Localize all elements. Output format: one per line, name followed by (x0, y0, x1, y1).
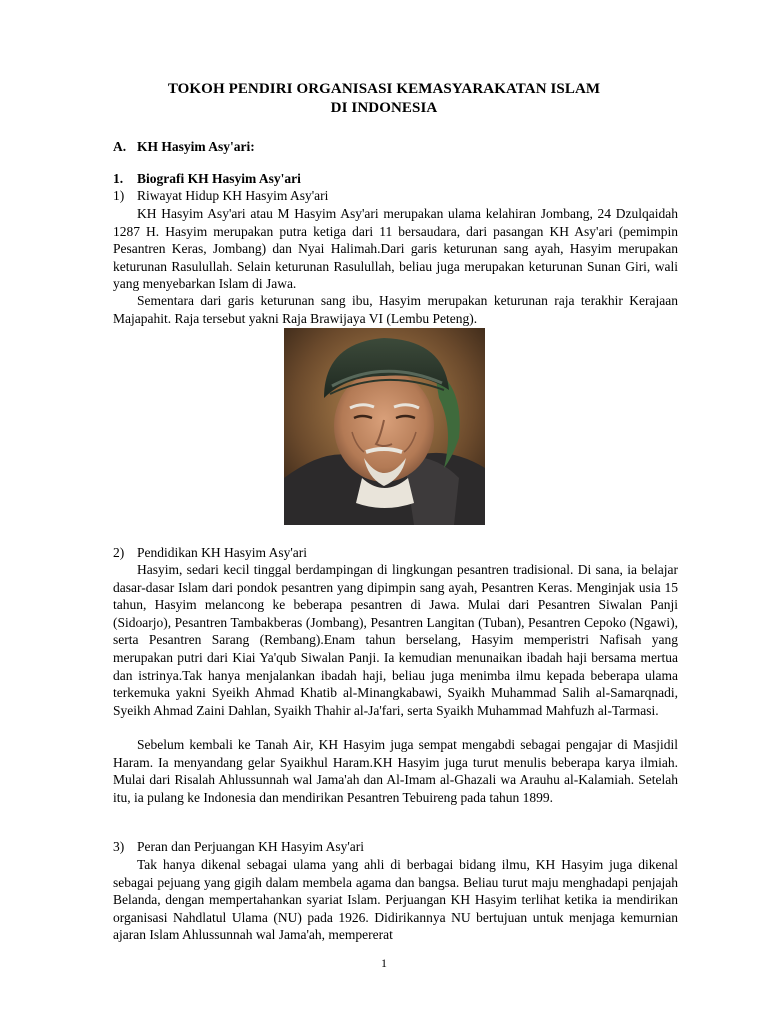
section-a-number: A. (113, 139, 127, 154)
section-1-heading (113, 170, 301, 187)
subsection-2-number: 2) (113, 545, 125, 560)
paragraph-masjidil-haram: Sebelum kembali ke Tanah Air, KH Hasyim juga sempat mengabdi sebagai pengajar di Masjidil Haram. Ia menyandang gelar Syaikhul Haram.KH Hasyim juga turut menulis beberapa karya ilmiah. Mulai dari Risalah Ahlussunnah wal Jama'ah dan Al-Imam al-Ghazali wa Arauhu al-Kalamiah. Setelah itu, ia pulang ke Indonesia dan mendirikan Pesantren Tebuireng pada tahun 1899. (113, 737, 678, 805)
document-title-line-2: DI INDONESIA (330, 100, 438, 116)
paragraph-pendidikan: Hasyim, sedari kecil tinggal berdampingan di lingkungan pesantren tradisional. Di sana, ia belajar dasar-dasar Islam dari pondok pesantren yang dipimpin sang ayah, Pesantren Keras. Menginjak usia 15 tahun, Hasyim melancong ke beberapa pesantren di Jawa. Mulai dari Pesantren Siwalan Panji (Sidoarjo), Pesantren Tambakberas (Jombang), Pesantren Langitan (Tuban), Pesantren Cepoko (Ngawi), serta Pesantren Sarang (Rembang).Enam tahun berselang, Hasyim memperistri Nafisah yang merupakan putri dari Kiai Ya'qub Siwalan Panji. Ia kemudian menunaikan ibadah haji bersama mertua dan istrinya.Tak hanya menjalankan ibadah haji, beliau juga menimba ilmu kepada beberapa ulama terkemuka yakni Syeikh Ahmad Khatib al-Minangkabawi, Syaikh Muhammad Salih al-Samarqnadi, Syeikh Ahmad Zaini Dahlan, Syaikh Thahir al-Ja'fari, serta Syaikh Muhammad Mahfuzh al-Tarmasi. (113, 562, 678, 718)
document-title-line-1: TOKOH PENDIRI ORGANISASI KEMASYARAKATAN ISLAM (167, 81, 601, 97)
paragraph-riwayat-hidup: KH Hasyim Asy'ari atau M Hasyim Asy'ari merupakan ulama kelahiran Jombang, 24 Dzulqaidah 1287 H. Hasyim merupakan putra ketiga dari 11 bersaudara, dari pasangan KH Asy'ari (pemimpin Pesantren Keras, Jombang) dan Nyai Halimah.Dari garis keturunan sang ayah, Hasyim merupakan keturunan Rasulullah. Selain keturunan Rasulullah, beliau juga merupakan keturunan Sunan Giri, wali yang menyebarkan Islam di Jawa. (113, 206, 678, 292)
subsection-1-number: 1) (113, 188, 125, 203)
subsection-1-label: Riwayat Hidup KH Hasyim Asy'ari (137, 188, 329, 203)
subsection-2-heading (113, 544, 307, 561)
subsection-3-number: 3) (113, 839, 125, 854)
subsection-1-heading (113, 187, 328, 204)
subsection-2-label: Pendidikan KH Hasyim Asy'ari (137, 545, 308, 560)
subsection-3-label: Peran dan Perjuangan KH Hasyim Asy'ari (137, 839, 365, 854)
section-1-number: 1. (113, 171, 124, 186)
section-1-label: Biografi KH Hasyim Asy'ari (137, 171, 301, 186)
paragraph-garis-ibu: Sementara dari garis keturunan sang ibu, Hasyim merupakan keturunan raja terakhir Kerajaan Majapahit. Raja tersebut yakni Raja Brawijaya VI (Lembu Peteng). (113, 293, 678, 326)
section-a-label: KH Hasyim Asy'ari: (137, 139, 255, 154)
section-a-heading (113, 138, 255, 155)
portrait-photo (284, 328, 485, 525)
subsection-3-heading (113, 838, 364, 855)
paragraph-peran-perjuangan: Tak hanya dikenal sebagai ulama yang ahli di berbagai bidang ilmu, KH Hasyim juga dikenal sebagai pejuang yang gigih dalam membela agama dan bangsa. Beliau turut maju menghadapi penjajah Belanda, dengan mempertahankan syariat Islam. Perjuangan KH Hasyim terlihat ketika ia mendirikan organisasi Nahdlatul Ulama (NU) pada 1926. Didirikannya NU bertujuan untuk menjaga kemurnian ajaran Islam Ahlussunnah wal Jama'ah, mempererat (113, 857, 678, 943)
page-number: 1 (381, 956, 387, 970)
